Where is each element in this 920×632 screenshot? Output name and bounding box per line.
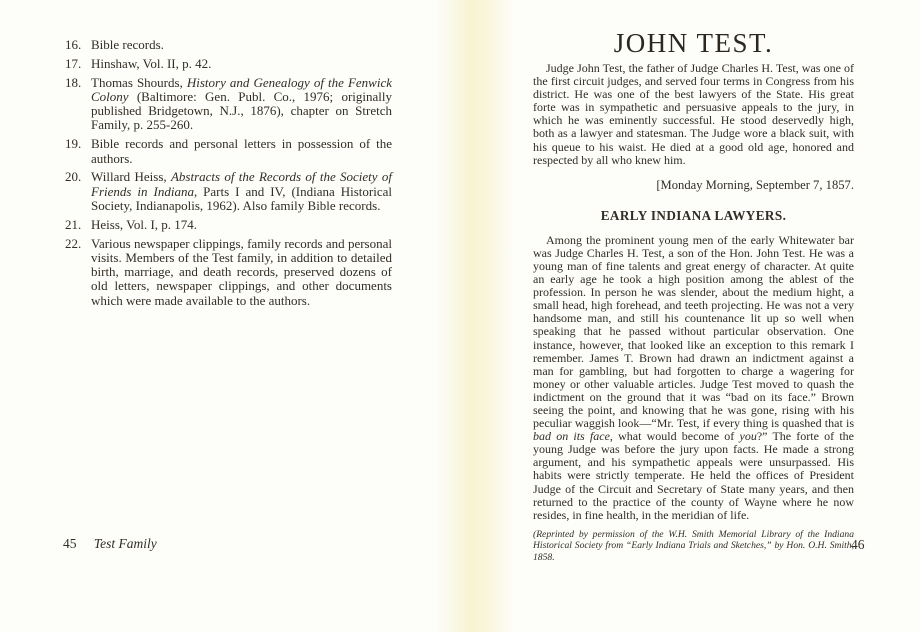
- footnote-segment: Thomas Shourds,: [91, 74, 187, 90]
- footnote-number: 18.: [65, 74, 82, 90]
- quoted-phrase-italic: bad on its face: [533, 429, 610, 444]
- footnote-item-17: [65, 57, 392, 71]
- footnote-segment: (Baltimore: Gen. Publ. Co., 1976; originally published Bridgetown, N.J., 1876), chapter on Stretch Family, p. 255-260.: [91, 88, 392, 133]
- footnote-text: [91, 218, 392, 232]
- footnote-text: [91, 76, 392, 133]
- footnote-text: [91, 237, 392, 308]
- intro-paragraph: Judge John Test, the father of Judge Charles H. Test, was one of the first circuit judges, and served four terms in Congress from his district. He was one of the best lawyers of the State. His great forte was in sympathetic and persuasive appeals to the jury, in which he was eminently successful. He stood deservedly high, both as a lawyer and statesman. The Judge wore a black suit, with his queue to his waist. He died at a good old age, honored and respected by all who knew him.: [533, 61, 854, 167]
- left-page-footer: [63, 536, 157, 552]
- footnote-segment: Heiss, Vol. I, p. 174.: [91, 216, 198, 232]
- right-page-number: 46: [851, 537, 865, 552]
- footnote-number: 22.: [65, 235, 82, 251]
- footnote-item-18: [65, 76, 392, 133]
- body-paragraph: [533, 234, 854, 522]
- footnote-number: 16.: [65, 37, 82, 52]
- quoted-word-italic: you: [739, 429, 757, 444]
- footnote-text: [91, 38, 392, 52]
- running-title: Test Family: [93, 536, 157, 551]
- footnote-number: 17.: [65, 55, 82, 71]
- footnote-segment: Willard Heiss,: [91, 169, 171, 185]
- left-page: [65, 38, 392, 313]
- footnote-number: 20.: [65, 169, 82, 185]
- footnote-text: [91, 137, 392, 166]
- footnote-text: [91, 57, 392, 71]
- section-heading: EARLY INDIANA LAWYERS.: [600, 207, 787, 223]
- footnote-segment: Bible records and personal letters in possession of the authors.: [91, 136, 392, 166]
- right-page: [533, 28, 854, 563]
- footnote-item-22: [65, 237, 392, 308]
- body-segment: , what would become of: [609, 429, 740, 444]
- left-page-number: 45: [63, 536, 77, 551]
- book-title-italic: Abstracts of the Records of the Society of Friends in Indiana: [91, 169, 392, 199]
- footnote-item-21: [65, 218, 392, 232]
- right-page-footer: [851, 537, 865, 553]
- book-gutter-shadow: [438, 0, 512, 632]
- footnote-number: 19.: [65, 136, 82, 152]
- dateline: [Monday Morning, September 7, 1857.: [656, 177, 854, 192]
- footnote-item-20: [65, 170, 392, 213]
- credit-line: (Reprinted by permission of the W.H. Smith Memorial Library of the Indiana Historical Society from “Early Indiana Trials and Sketches,” by Hon. O.H. Smith, 1858.: [533, 528, 854, 563]
- footnote-text: [91, 170, 392, 213]
- article-title: JOHN TEST.: [613, 28, 774, 58]
- body-segment: Among the prominent young men of the early Whitewater bar was Judge Charles H. Test, a son of the Hon. John Test. He was a young man of fine talents and great energy of character. At quite an early age he took a high position among the ablest of the profession. In person he was slender, about the medium hight, a small head, high forehead, and teeth projecting. He was not a very handsome man, and still his countenance lit up so well when speaking that he passed without particular observation. One instance, however, that looked like an exception to this remark I remember. James T. Brown had drawn an indictment against a man for gambling, but had forgotten to charge a wagering for money or other valuable articles. Judge Test moved to quash the indictment on the ground that it was “bad on its face.” Brown seeing the point, and knowing that he was gone, rising with his peculiar waggish look—“Mr. Test, if every thing is quashed that is: [533, 232, 854, 431]
- footnote-segment: Bible records.: [91, 37, 164, 52]
- footnote-segment: Hinshaw, Vol. II, p. 42.: [91, 55, 212, 71]
- footnote-item-16: [65, 38, 392, 52]
- footnote-segment: , Parts I and IV, (Indiana Historical Society, Indianapolis, 1962). Also family Bible records.: [91, 183, 393, 213]
- footnote-item-19: [65, 137, 392, 166]
- footnote-number: 21.: [65, 216, 82, 232]
- footnote-segment: Various newspaper clippings, family records and personal visits. Members of the Test family, in addition to detailed birth, marriage, and death records, preserved dozens of old letters, newspaper clippings, and other documents which were made available to the authors.: [91, 235, 392, 308]
- body-segment: ?” The forte of the young Judge was before the jury upon facts. He made a strong argument, and his sympathetic appeals were unsurpassed. His habits were strictly temperate. He held the offices of President Judge of the Circuit and Secretary of State many years, and then returned to the practice of the county of Wayne where he now resides, in fine health, in the meridian of life.: [533, 429, 854, 522]
- book-title-italic: History and Genealogy of the Fenwick Colony: [91, 74, 393, 104]
